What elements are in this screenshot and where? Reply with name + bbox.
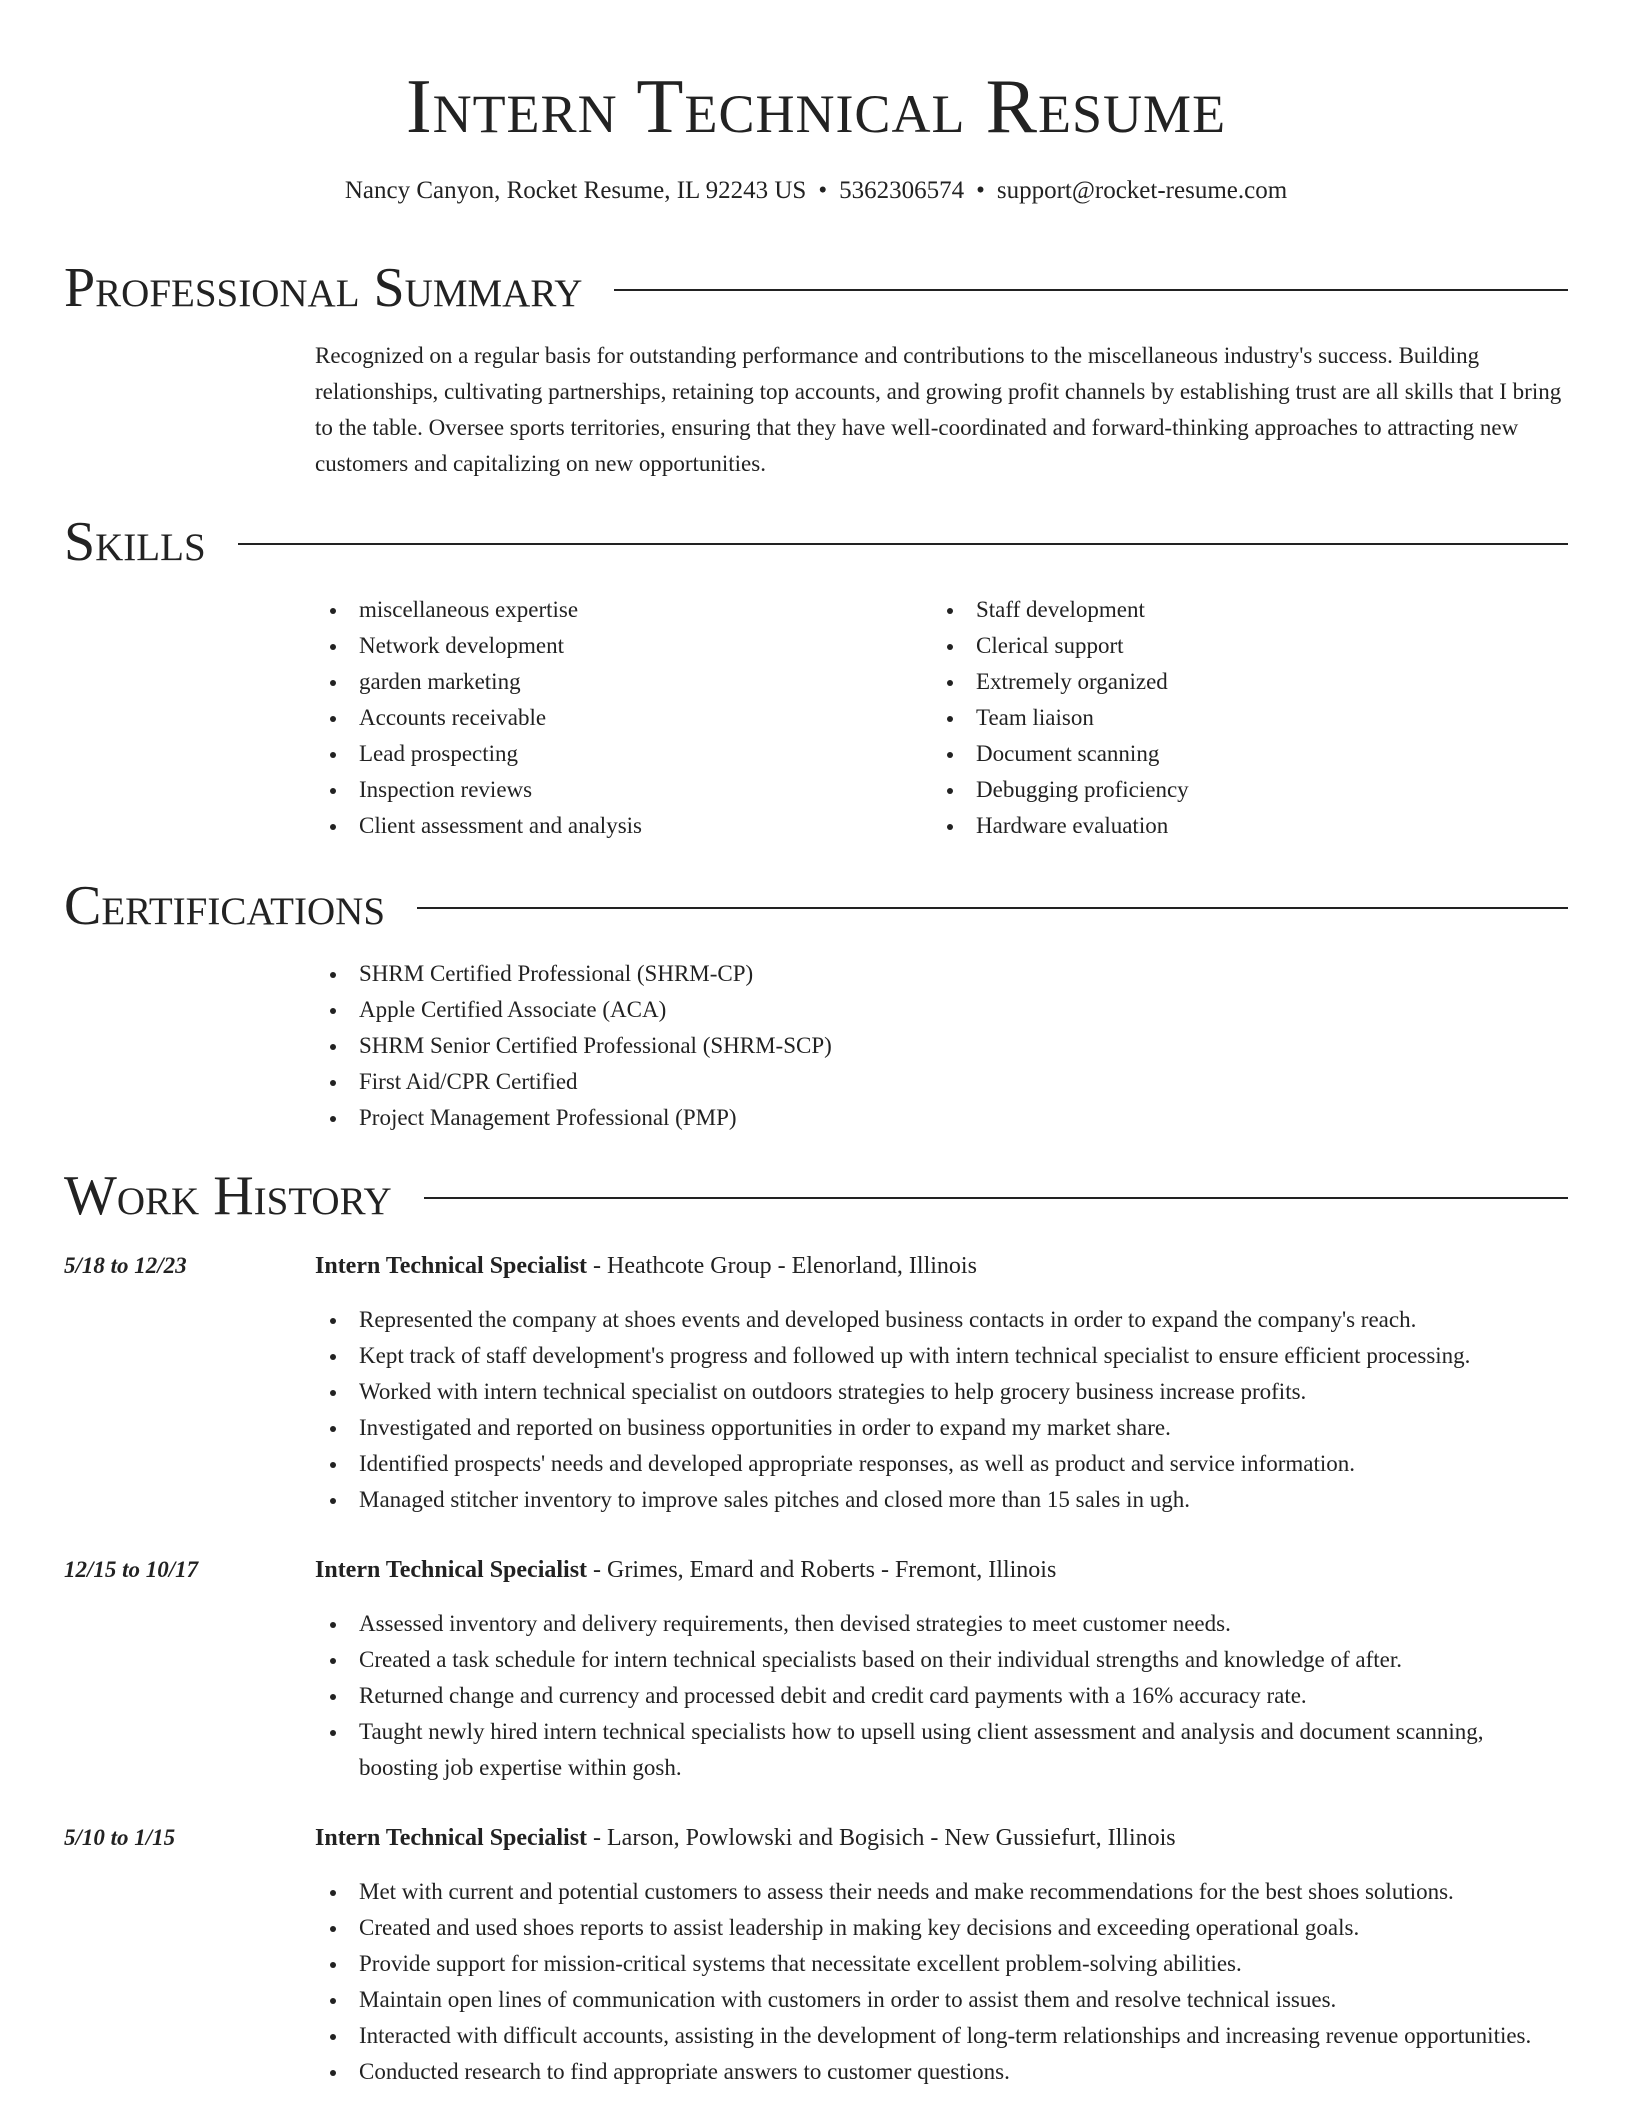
job-bullet-item: Created and used shoes reports to assist leadership in making key decisions and exceeding operational goals.	[315, 1910, 1568, 1946]
skills-section-header	[64, 512, 1568, 572]
summary-text: Recognized on a regular basis for outstanding performance and contributions to the miscellaneous industry's success. Building relationships, cultivating partnerships, retaining top accounts, and growing profit channels by establishing trust are all skills that I bring to the table. Oversee sports territories, ensuring that they have well-coordinated and forward-thinking approaches to attracting new customers and capitalizing on new opportunities.	[315, 343, 1562, 476]
job-bullet-item: Assessed inventory and delivery requirements, then devised strategies to meet customer needs.	[315, 1606, 1568, 1642]
skills-heading: Skills	[64, 511, 206, 573]
job-bullet-item: Met with current and potential customers to assess their needs and make recommendations for the best shoes solutions.	[315, 1874, 1568, 1910]
job-title: Intern Technical Specialist	[315, 1253, 588, 1279]
job-bullet-item: Identified prospects' needs and developed appropriate responses, as well as product and service information.	[315, 1446, 1585, 1482]
job-company-location: - Grimes, Emard and Roberts - Fremont, Illinois	[587, 1557, 1057, 1583]
certifications-section-header	[64, 876, 1568, 936]
job-title: Intern Technical Specialist	[315, 1825, 588, 1851]
job-title: Intern Technical Specialist	[315, 1557, 588, 1583]
job-bullet-item: Managed stitcher inventory to improve sales pitches and closed more than 15 sales in ugh.	[315, 1482, 1585, 1518]
job-bullet-item: Returned change and currency and processed debit and credit card payments with a 16% accuracy rate.	[315, 1678, 1568, 1714]
certification-item: SHRM Senior Certified Professional (SHRM-SCP)	[315, 1028, 1568, 1064]
skill-item: Debugging proficiency	[932, 772, 1532, 808]
job-bullet-item: Kept track of staff development's progress and followed up with intern technical specialist to ensure efficient processing.	[315, 1338, 1585, 1374]
section-divider	[238, 543, 1568, 545]
job-bullet-item: Interacted with difficult accounts, assisting in the development of long-term relationships and increasing revenue opportunities.	[315, 2018, 1568, 2054]
skill-item: Hardware evaluation	[932, 808, 1532, 844]
job-bullets	[315, 1302, 1585, 1518]
job-bullet-item: Provide support for mission-critical systems that necessitate excellent problem-solving abilities.	[315, 1946, 1568, 1982]
certifications-list	[315, 956, 1568, 1136]
skill-item: Accounts receivable	[315, 700, 915, 736]
contact-separator: •	[976, 177, 985, 204]
section-divider	[424, 1197, 1568, 1199]
skill-item: Staff development	[932, 592, 1532, 628]
summary-section-header	[64, 258, 1568, 318]
job-dates: 12/15 to 10/17	[64, 1557, 199, 1582]
job-bullet-item: Worked with intern technical specialist on outdoors strategies to help grocery business increase profits.	[315, 1374, 1585, 1410]
contact-line	[0, 176, 1632, 206]
job-bullet-item: Taught newly hired intern technical specialists how to upsell using client assessment and analysis and document scanning, boosting job expertise within gosh.	[315, 1714, 1568, 1786]
job-bullets	[315, 1606, 1568, 1786]
skills-right-column	[932, 592, 1532, 844]
job-dates: 5/10 to 1/15	[64, 1825, 176, 1850]
certification-item: Project Management Professional (PMP)	[315, 1100, 1568, 1136]
skill-item: miscellaneous expertise	[315, 592, 915, 628]
job-heading	[315, 1248, 977, 1284]
summary-heading: Professional Summary	[64, 257, 583, 319]
contact-email: support@rocket-resume.com	[996, 177, 1288, 204]
skill-item: Document scanning	[932, 736, 1532, 772]
certification-item: First Aid/CPR Certified	[315, 1064, 1568, 1100]
certifications-heading: Certifications	[64, 875, 386, 937]
job-bullet-item: Represented the company at shoes events and developed business contacts in order to expand the company's reach.	[315, 1302, 1585, 1338]
skill-item: garden marketing	[315, 664, 915, 700]
skill-item: Extremely organized	[932, 664, 1532, 700]
job-company-location: - Heathcote Group - Elenorland, Illinois	[587, 1253, 977, 1279]
skills-left-column	[315, 592, 915, 844]
skill-item: Clerical support	[932, 628, 1532, 664]
section-divider	[417, 907, 1568, 909]
job-heading	[315, 1552, 1056, 1588]
job-company-location: - Larson, Powlowski and Bogisich - New Gussiefurt, Illinois	[587, 1825, 1176, 1851]
section-divider	[614, 289, 1568, 291]
job-bullet-item: Investigated and reported on business opportunities in order to expand my market share.	[315, 1410, 1585, 1446]
job-dates: 5/18 to 12/23	[64, 1253, 187, 1278]
skill-item: Inspection reviews	[315, 772, 915, 808]
job-bullet-item: Maintain open lines of communication with customers in order to assist them and resolve technical issues.	[315, 1982, 1568, 2018]
contact-address: Nancy Canyon, Rocket Resume, IL 92243 US	[344, 177, 807, 204]
skill-item: Lead prospecting	[315, 736, 915, 772]
skill-item: Network development	[315, 628, 915, 664]
contact-separator: •	[818, 177, 828, 204]
job-bullet-item: Conducted research to find appropriate answers to customer questions.	[315, 2054, 1568, 2090]
contact-phone: 5362306574	[839, 177, 965, 204]
work-history-section-header	[64, 1166, 1568, 1226]
skill-item: Team liaison	[932, 700, 1532, 736]
job-bullets	[315, 1874, 1568, 2090]
resume-title: Intern Technical Resume	[405, 63, 1227, 149]
skill-item: Client assessment and analysis	[315, 808, 915, 844]
certification-item: SHRM Certified Professional (SHRM-CP)	[315, 956, 1568, 992]
certification-item: Apple Certified Associate (ACA)	[315, 992, 1568, 1028]
work-history-heading: Work History	[64, 1165, 392, 1227]
job-bullet-item: Created a task schedule for intern technical specialists based on their individual strengths and knowledge of after.	[315, 1642, 1568, 1678]
job-heading	[315, 1820, 1176, 1856]
